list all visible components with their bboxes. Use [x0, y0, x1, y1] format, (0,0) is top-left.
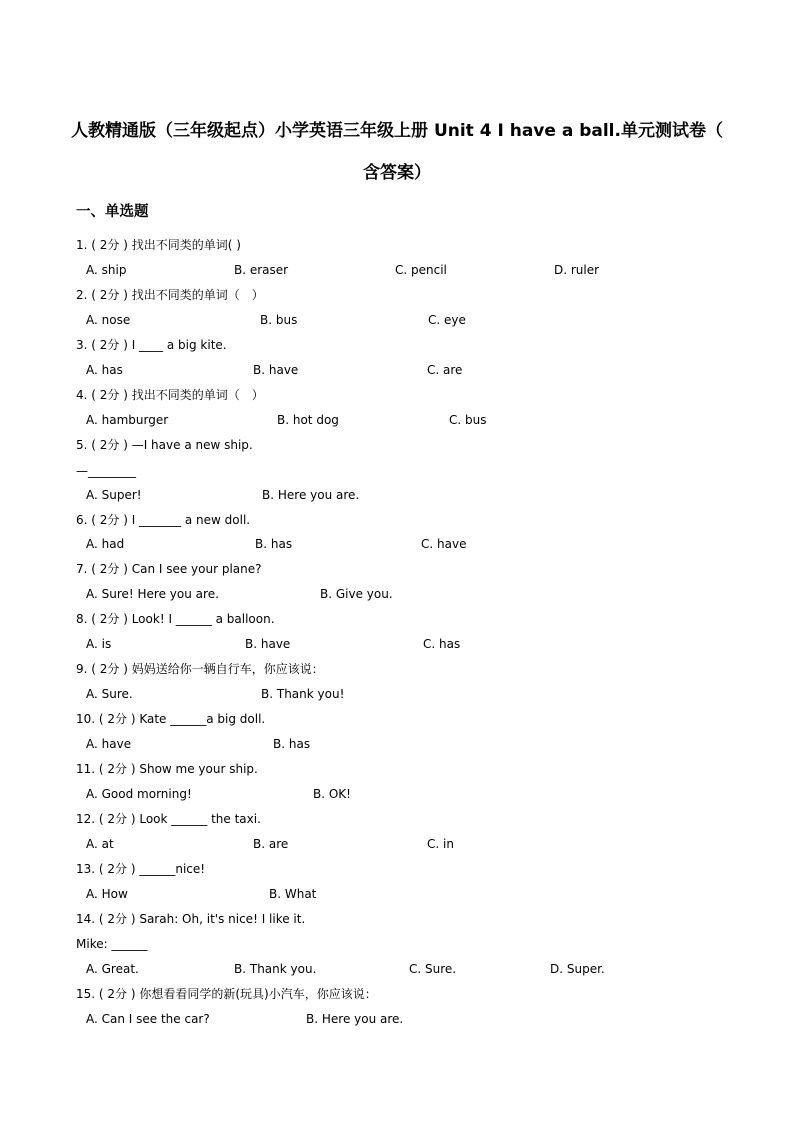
question-2-option-a: A. nose: [86, 313, 131, 327]
question-14-option-c: C. Sure.: [409, 962, 457, 976]
question-8-option-a: A. is: [86, 637, 112, 651]
question-12-option-a: A. at: [86, 837, 114, 851]
question-1-option-c: C. pencil: [395, 263, 447, 277]
question-5-answer-line: —________: [76, 464, 136, 478]
question-11-option-a: A. Good morning!: [86, 787, 192, 801]
question-3-option-b: B. have: [253, 363, 299, 377]
question-1-option-d: D. ruler: [554, 263, 600, 277]
question-9-option-a: A. Sure.: [86, 687, 133, 701]
question-14-option-d: D. Super.: [550, 962, 605, 976]
question-4-option-c: C. bus: [449, 413, 487, 427]
question-8-option-c: C. has: [423, 637, 461, 651]
question-1-option-a: A. ship: [86, 263, 127, 277]
question-8-option-b: B. have: [245, 637, 291, 651]
question-14-answer-line: Mike: ______: [76, 937, 148, 951]
document-title-line-1: 人教精通版（三年级起点）小学英语三年级上册 Unit 4 I have a ball.单元测试卷（: [71, 121, 723, 141]
question-6-option-b: B. has: [255, 537, 293, 551]
question-2-stem: 2. ( 2分 ) 找出不同类的单词（ ）: [76, 288, 264, 302]
question-6-option-c: C. have: [421, 537, 467, 551]
question-4-stem: 4. ( 2分 ) 找出不同类的单词（ ）: [76, 388, 264, 402]
question-10-stem: 10. ( 2分 ) Kate ______a big doll.: [76, 712, 266, 726]
question-11-stem: 11. ( 2分 ) Show me your ship.: [76, 762, 258, 776]
question-5-stem: 5. ( 2分 ) —I have a new ship.: [76, 438, 253, 452]
question-1-stem: 1. ( 2分 ) 找出不同类的单词( ): [76, 238, 241, 252]
question-14-option-a: A. Great.: [86, 962, 139, 976]
question-15-stem: 15. ( 2分 ) 你想看看同学的新(玩具)小汽车，你应该说：: [76, 987, 377, 1001]
question-14-option-b: B. Thank you.: [234, 962, 317, 976]
question-4-option-b: B. hot dog: [277, 413, 339, 427]
question-4-option-a: A. hamburger: [86, 413, 169, 427]
question-8-stem: 8. ( 2分 ) Look! I ______ a balloon.: [76, 612, 275, 626]
question-5-option-b: B. Here you are.: [262, 488, 360, 502]
question-3-option-c: C. are: [427, 363, 463, 377]
question-12-stem: 12. ( 2分 ) Look ______ the taxi.: [76, 812, 261, 826]
question-10-option-b: B. has: [273, 737, 311, 751]
question-12-option-b: B. are: [253, 837, 289, 851]
question-10-option-a: A. have: [86, 737, 132, 751]
question-9-stem: 9. ( 2分 ) 妈妈送给你一辆自行车，你应该说：: [76, 662, 324, 676]
question-15-option-b: B. Here you are.: [306, 1012, 404, 1026]
question-1-option-b: B. eraser: [234, 263, 289, 277]
question-13-option-a: A. How: [86, 887, 128, 901]
question-7-stem: 7. ( 2分 ) Can I see your plane?: [76, 562, 262, 576]
question-6-stem: 6. ( 2分 ) I _______ a new doll.: [76, 513, 251, 527]
question-11-option-b: B. OK!: [313, 787, 351, 801]
question-6-option-a: A. had: [86, 537, 125, 551]
question-13-stem: 13. ( 2分 ) ______nice!: [76, 862, 206, 876]
question-2-option-b: B. bus: [260, 313, 298, 327]
question-12-option-c: C. in: [427, 837, 454, 851]
question-14-stem: 14. ( 2分 ) Sarah: Oh, it's nice! I like it.: [76, 912, 306, 926]
question-15-option-a: A. Can I see the car?: [86, 1012, 210, 1026]
question-9-option-b: B. Thank you!: [261, 687, 345, 701]
question-7-option-a: A. Sure! Here you are.: [86, 587, 219, 601]
question-13-option-b: B. What: [269, 887, 317, 901]
question-7-option-b: B. Give you.: [320, 587, 393, 601]
question-3-option-a: A. has: [86, 363, 123, 377]
question-5-option-a: A. Super!: [86, 488, 142, 502]
section-heading: 一、单选题: [76, 204, 149, 220]
question-2-option-c: C. eye: [428, 313, 466, 327]
question-3-stem: 3. ( 2分 ) I ____ a big kite.: [76, 338, 227, 352]
document-title-line-2: 含答案）: [363, 163, 431, 183]
